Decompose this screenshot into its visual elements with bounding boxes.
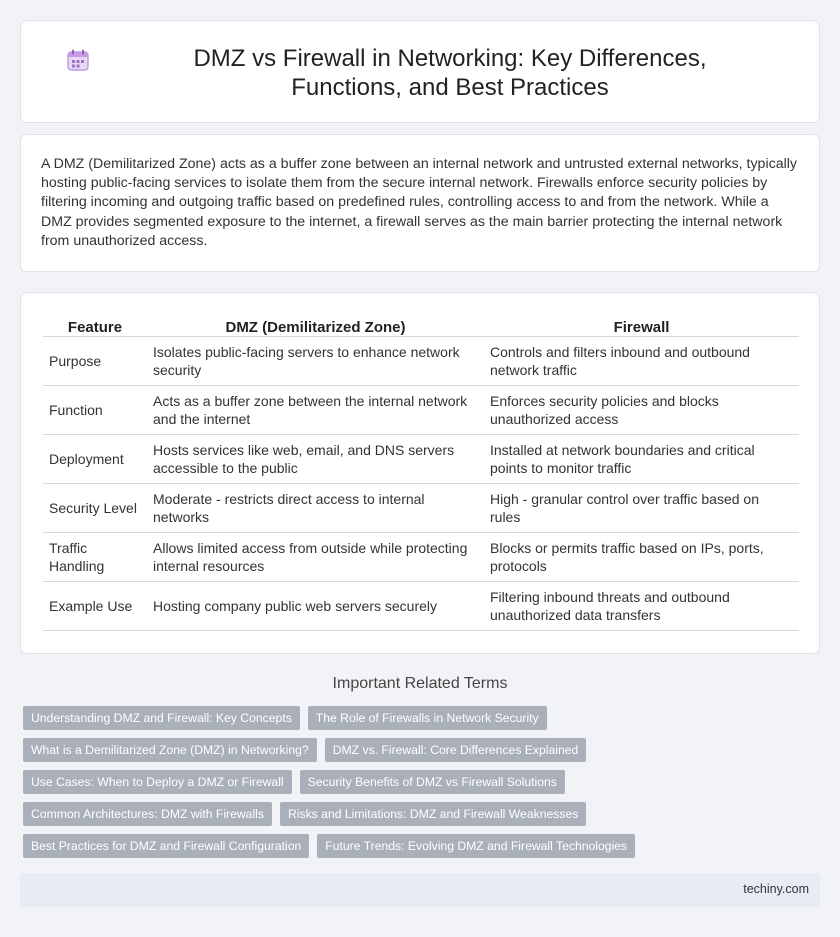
table-cell-feature: Purpose [43, 337, 147, 386]
table-cell-feature: Traffic Handling [43, 533, 147, 582]
footer-site-name: techiny.com [743, 882, 809, 896]
table-row [43, 533, 799, 582]
table-cell-firewall: High - granular control over traffic based on rules [484, 484, 799, 533]
related-term-tag[interactable]: Common Architectures: DMZ with Firewalls [23, 802, 272, 826]
table-cell-feature: Function [43, 386, 147, 435]
table-cell-firewall: Filtering inbound threats and outbound unauthorized data transfers [484, 582, 799, 631]
table-row [43, 386, 799, 435]
table-header-row [43, 314, 799, 337]
table-cell-firewall: Blocks or permits traffic based on IPs, ports, protocols [484, 533, 799, 582]
table-row [43, 582, 799, 631]
related-term-tag[interactable]: Understanding DMZ and Firewall: Key Concepts [23, 706, 300, 730]
table-cell-firewall: Controls and filters inbound and outbound network traffic [484, 337, 799, 386]
related-terms-list [23, 706, 813, 858]
table-cell-firewall: Enforces security policies and blocks unauthorized access [484, 386, 799, 435]
related-term-tag[interactable]: Future Trends: Evolving DMZ and Firewall Technologies [317, 834, 635, 858]
table-cell-firewall: Installed at network boundaries and critical points to monitor traffic [484, 435, 799, 484]
related-term-tag[interactable]: DMZ vs. Firewall: Core Differences Explained [325, 738, 587, 762]
page-title: DMZ vs Firewall in Networking: Key Differences, Functions, and Best Practices [193, 45, 707, 101]
table-cell-feature: Deployment [43, 435, 147, 484]
table-cell-dmz: Acts as a buffer zone between the internal network and the internet [147, 386, 484, 435]
footer [20, 873, 820, 907]
comparison-card [20, 292, 820, 654]
table-cell-dmz: Allows limited access from outside while protecting internal resources [147, 533, 484, 582]
related-term-tag[interactable]: Best Practices for DMZ and Firewall Configuration [23, 834, 309, 858]
table-row [43, 435, 799, 484]
intro-card [20, 134, 820, 272]
comparison-table [43, 314, 799, 631]
table-cell-dmz: Isolates public-facing servers to enhance network security [147, 337, 484, 386]
table-row [43, 337, 799, 386]
related-term-tag[interactable]: The Role of Firewalls in Network Security [308, 706, 547, 730]
intro-paragraph: A DMZ (Demilitarized Zone) acts as a buffer zone between an internal network and untrusted external networks, typically hosting public-facing services to isolate them from the secure internal network. Firewalls enforce security policies by filtering incoming and outgoing traffic based on predefined rules, controlling access to and from the network. While a DMZ provides segmented exposure to the internet, a firewall serves as the main barrier protecting the internal network from unauthorized access. [41, 156, 797, 249]
column-header: Feature [43, 314, 147, 337]
related-terms-heading: Important Related Terms [332, 675, 508, 692]
table-row [43, 484, 799, 533]
table-cell-dmz: Hosting company public web servers securely [147, 582, 484, 631]
related-term-tag[interactable]: Security Benefits of DMZ vs Firewall Solutions [300, 770, 565, 794]
table-cell-feature: Security Level [43, 484, 147, 533]
table-cell-dmz: Hosts services like web, email, and DNS servers accessible to the public [147, 435, 484, 484]
related-term-tag[interactable]: What is a Demilitarized Zone (DMZ) in Networking? [23, 738, 317, 762]
title-card [20, 20, 820, 123]
related-term-tag[interactable]: Risks and Limitations: DMZ and Firewall Weaknesses [280, 802, 586, 826]
column-header: DMZ (Demilitarized Zone) [147, 314, 484, 337]
column-header: Firewall [484, 314, 799, 337]
table-cell-feature: Example Use [43, 582, 147, 631]
table-cell-dmz: Moderate - restricts direct access to internal networks [147, 484, 484, 533]
related-term-tag[interactable]: Use Cases: When to Deploy a DMZ or Firewall [23, 770, 292, 794]
